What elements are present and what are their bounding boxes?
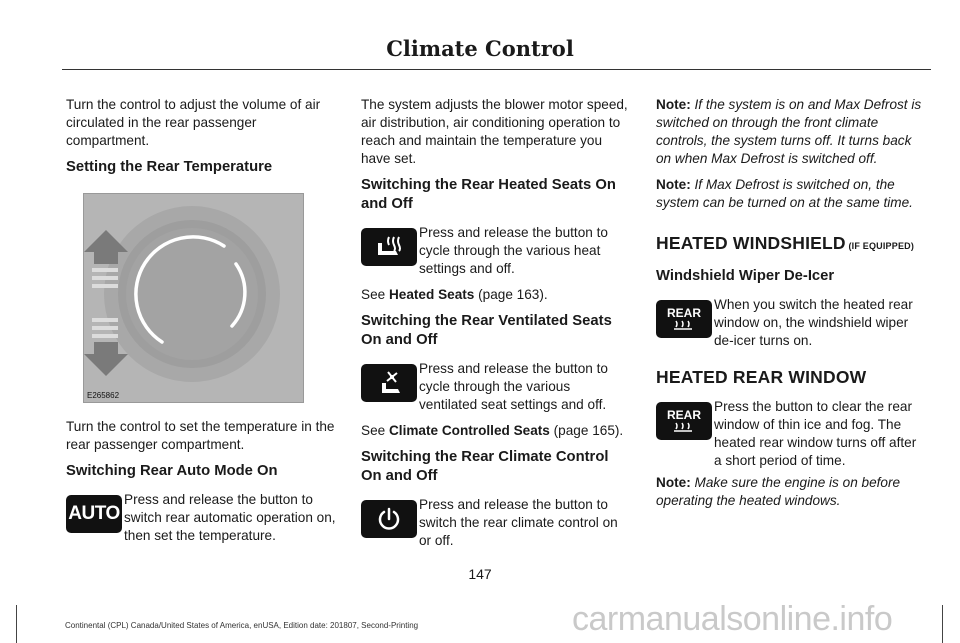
heading-heated-windshield: HEATED WINDSHIELD (IF EQUIPPED) <box>656 233 915 253</box>
heading-rear-ventilated-seats: Switching the Rear Ventilated Seats On and Off <box>361 313 612 348</box>
page-header-title: Climate Control <box>386 36 574 61</box>
rear-window-defrost-icon: REAR <box>656 402 712 440</box>
auto-button-icon: AUTO <box>66 495 122 533</box>
heading-wiper-de-icer: Windshield Wiper De-Icer <box>656 268 835 284</box>
heading-heated-rear-window: HEATED REAR WINDOW <box>656 367 867 387</box>
temperature-dial-icon <box>84 194 303 402</box>
heated-seats-row <box>361 224 631 278</box>
crop-mark-right <box>942 605 943 643</box>
heading-rear-temperature: Setting the Rear Temperature <box>66 159 273 175</box>
rear-temperature-control-figure <box>83 193 304 403</box>
rear-window-row <box>656 398 926 470</box>
auto-mode-row <box>66 491 336 545</box>
header-rule <box>62 69 931 70</box>
heading-rear-auto-mode: Switching Rear Auto Mode On <box>66 463 278 479</box>
see-heated-seats: See Heated Seats (page 163). <box>361 287 548 302</box>
ventilated-seat-icon <box>361 364 417 402</box>
power-icon <box>361 500 417 538</box>
heated-seat-icon <box>361 228 417 266</box>
climate-control-row <box>361 496 631 550</box>
paragraph-air-volume: Turn the control to adjust the volume of air circulated in the rear passenger compartment. <box>66 97 321 148</box>
ventilated-seats-row <box>361 360 631 414</box>
column-1 <box>66 96 336 187</box>
heated-seats-link[interactable]: Heated Seats <box>388 287 475 302</box>
heading-rear-heated-seats: Switching the Rear Heated Seats On and Off <box>361 177 616 212</box>
paragraph-system-adjusts: The system adjusts the blower motor speed, air distribution, air conditioning operation to reach and maintain the temperature you have set. <box>361 97 628 166</box>
note-engine-on: Note: Make sure the engine is on before operating the heated windows. <box>656 475 901 508</box>
de-icer-row <box>656 296 926 350</box>
footer-edition: Continental (CPL) Canada/United States of America, enUSA, Edition date: 201807, Second-Printing <box>65 621 419 630</box>
auto-mode-text: Press and release the button to switch rear automatic operation on, then set the temperature. <box>124 492 336 543</box>
column-1-lower <box>66 418 336 553</box>
heated-seats-text: Press and release the button to cycle through the various heat settings and off. <box>419 225 608 276</box>
figure-id: E265862 <box>87 391 120 400</box>
page-number: 147 <box>468 566 492 582</box>
rear-window-text: Press the button to clear the rear window of thin ice and fog. The heated rear window turns off after a short period of time. <box>714 399 917 468</box>
see-climate-controlled-seats: See Climate Controlled Seats (page 165). <box>361 423 624 438</box>
crop-mark-left <box>16 605 17 643</box>
climate-controlled-seats-link[interactable]: Climate Controlled Seats <box>388 423 550 438</box>
column-2 <box>361 96 631 558</box>
de-icer-text: When you switch the heated rear window on, the windshield wiper de-icer turns on. <box>714 297 913 348</box>
note-max-defrost-1: Note: If the system is on and Max Defrost is switched on through the front climate controls, the system turns off. It turns back on when Max Defrost is switched off. <box>656 97 922 166</box>
note-max-defrost-2: Note: If Max Defrost is switched on, the system can be turned on at the same time. <box>656 177 913 210</box>
ventilated-seats-text: Press and release the button to cycle through the various ventilated seat settings and off. <box>419 361 608 412</box>
watermark: carmanualsonline.info <box>572 600 893 638</box>
rear-defrost-icon: REAR <box>656 300 712 338</box>
column-3 <box>656 96 926 518</box>
heading-rear-climate-control: Switching the Rear Climate Control On and Off <box>361 449 609 484</box>
paragraph-set-temperature: Turn the control to set the temperature in the rear passenger compartment. <box>66 419 335 452</box>
climate-control-text: Press and release the button to switch the rear climate control on or off. <box>419 497 618 548</box>
